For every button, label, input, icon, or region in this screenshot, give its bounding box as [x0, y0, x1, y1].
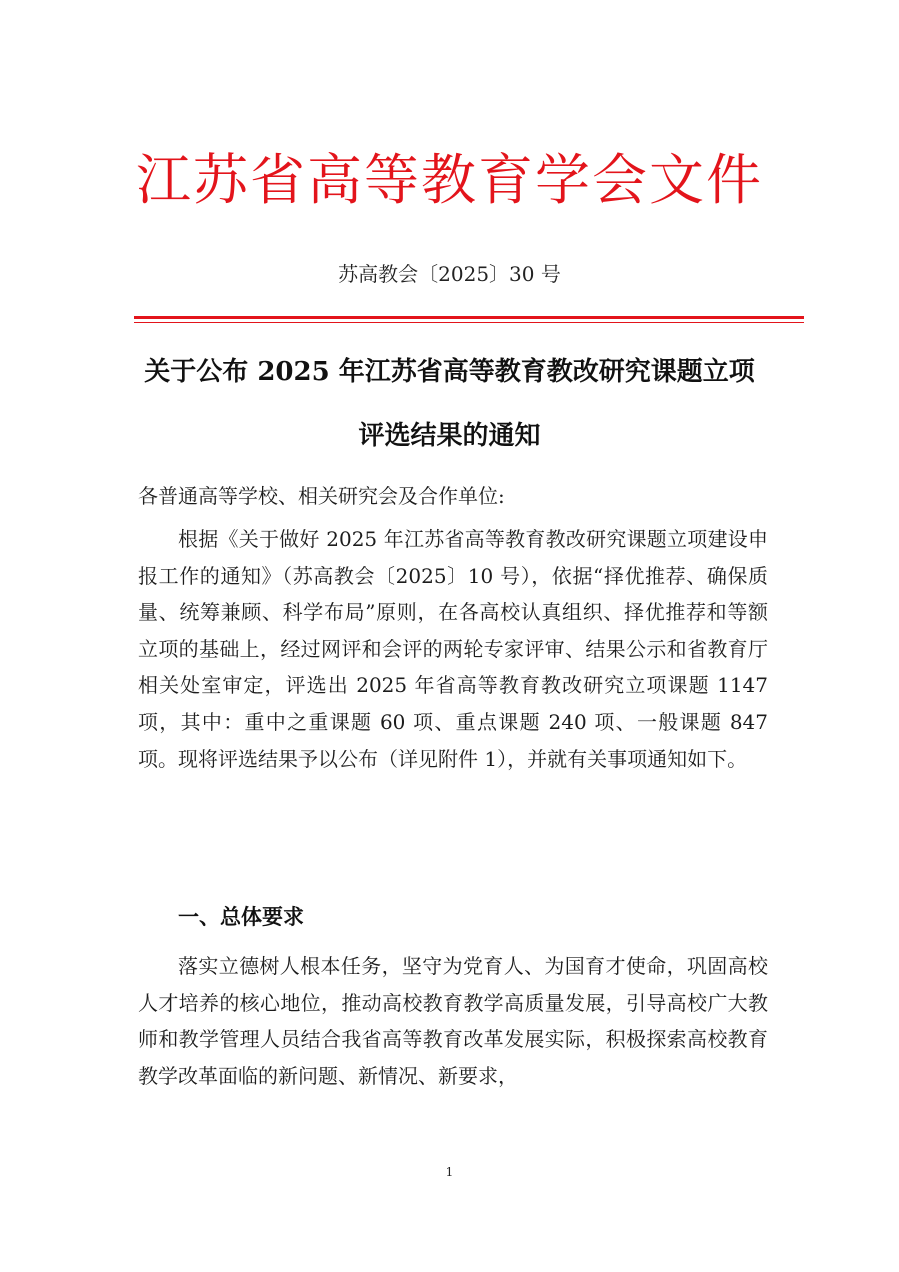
body-paragraph-2: 落实立德树人根本任务，坚守为党育人、为国育才使命，巩固高校人才培养的核心地位，推动高校教育教学高质量发展，引导高校广大教师和教学管理人员结合我省高等教育改革发展实际，积极探索高校教育教学改革面临的新问题、新情况、新要求， — [138, 954, 768, 1088]
red-divider-thick — [134, 316, 804, 319]
notice-title-line-2: 评选结果的通知 — [358, 421, 541, 451]
document-number: 苏高教会〔2025〕30 号 — [338, 262, 561, 286]
body-paragraph-1: 根据《关于做好 2025 年江苏省高等教育教改研究课题立项建设申报工作的通知》（苏高教会〔2025〕10 号），依据“择优推荐、确保质量、统筹兼顾、科学布局”原则，在各高校认真组织、择优推荐和等额立项的基础上，经过网评和会评的两轮专家评审、结果公示和省教育厅相关处室审定，评选出 2025 年省高等教育教改研究立项课题 1147 项，其中：重中之重课题 60 项、重点课题 240 项、一般课题 847 项。现将评选结果予以公布（详见附件 1），并就有关事项通知如下。 — [138, 527, 768, 771]
notice-title-line-1: 关于公布 2025 年江苏省高等教育教改研究课题立项 — [144, 357, 755, 387]
document-masthead: 江苏省高等教育学会文件 — [135, 148, 763, 212]
page-number: 1 — [445, 1165, 454, 1179]
salutation: 各普通高等学校、相关研究会及合作单位: — [138, 484, 505, 508]
red-divider-thin — [134, 322, 804, 323]
section-heading-general-requirements: 一、总体要求 — [178, 905, 304, 929]
